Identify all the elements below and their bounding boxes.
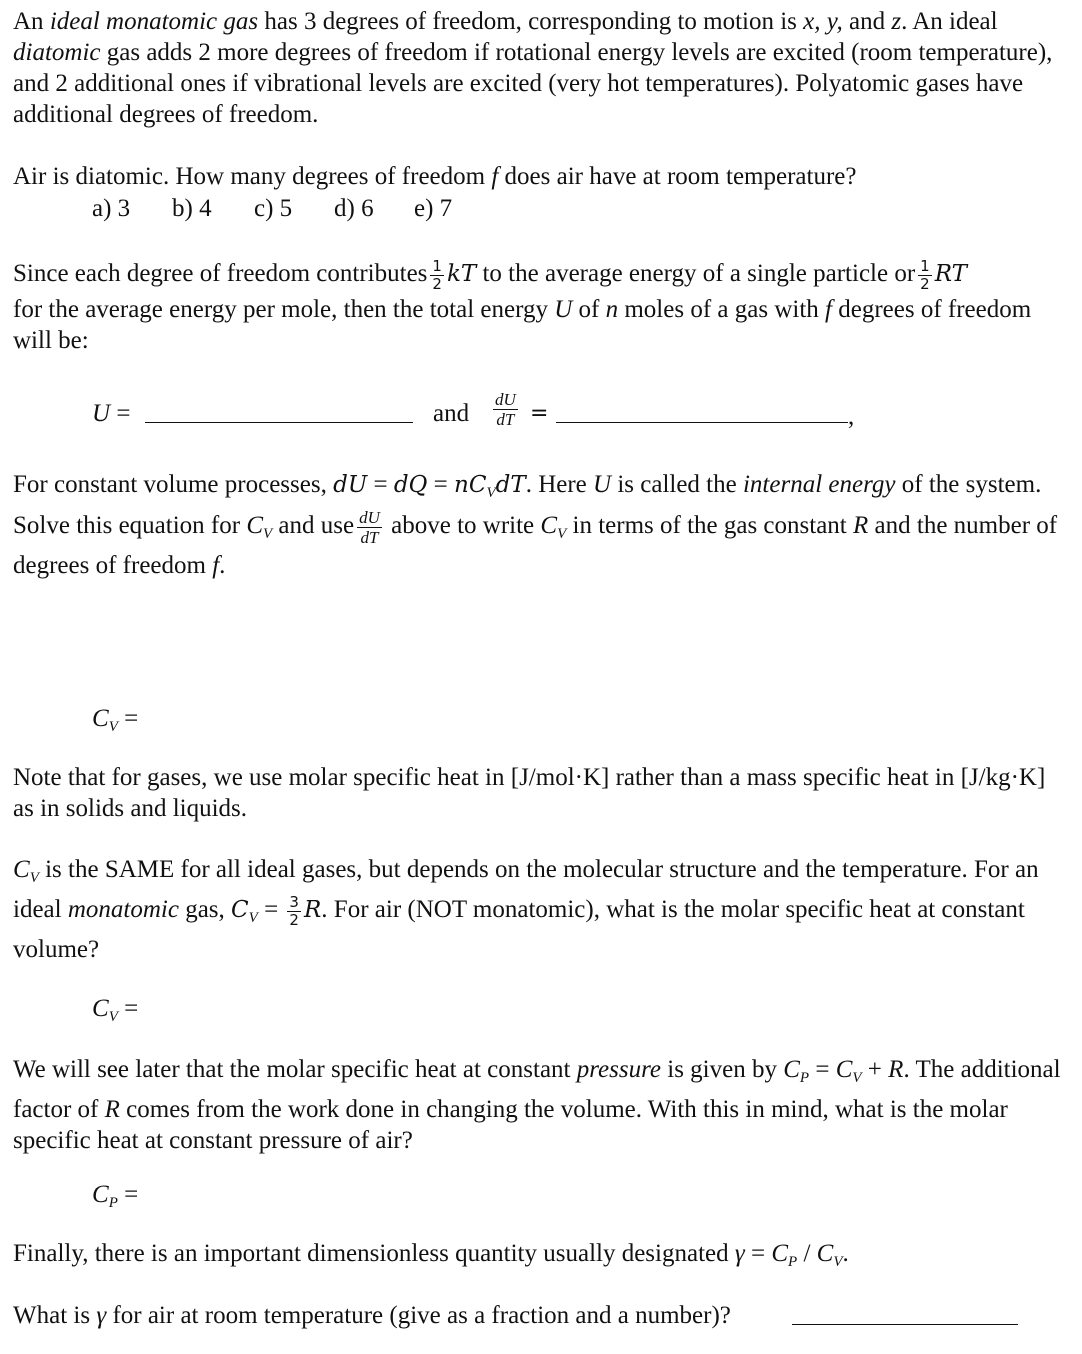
- q3-term-internal-energy: internal energy: [742, 471, 896, 498]
- q3-text: and use: [272, 512, 355, 540]
- q5-text: . The additional factor of: [13, 1056, 1061, 1123]
- energy-equation-row: [92, 398, 130, 429]
- q7-text: for air at room temperature (give as a fraction and a number)?: [106, 1302, 731, 1329]
- cp-answer-label[interactable]: [92, 1179, 138, 1219]
- q4-text: gas,: [178, 896, 232, 923]
- intro-var-xy: x, y,: [803, 8, 843, 35]
- answer-blank-U[interactable]: [145, 400, 413, 423]
- q3-text: in terms of the gas constant: [566, 512, 853, 540]
- q3-text: For constant volume processes,: [13, 471, 334, 498]
- q5-term-pressure: pressure: [576, 1056, 661, 1083]
- q3-eq: =: [367, 471, 394, 498]
- q6-var-C: C: [771, 1240, 789, 1267]
- frac-den: 2: [432, 274, 442, 293]
- gamma-definition: [13, 1238, 1065, 1278]
- q2-kT: kT: [446, 261, 477, 287]
- q5-var-R: R: [104, 1096, 120, 1123]
- question-constant-volume: [13, 469, 1073, 581]
- frac-den: 2: [289, 910, 299, 929]
- intro-term-diatomic: diatomic: [13, 39, 101, 66]
- choice-c[interactable]: c) 5: [254, 195, 293, 222]
- q2-text: for the average energy per mole, then the total energy: [13, 295, 555, 323]
- choice-e[interactable]: e) 7: [414, 195, 453, 222]
- q3-text: . Here: [525, 471, 594, 498]
- q3-text: and the number of degrees of freedom: [13, 512, 1058, 580]
- intro-text: gas adds 2 more degrees of freedom if rotational energy levels are excited (room temperature), and 2 additional ones if vibrational levels are excited (very hot temperatures). Polyatomic gases have additional degrees of freedom.: [13, 39, 1053, 128]
- q3-sub-V: V: [557, 526, 567, 543]
- q4-term-monatomic: monatomic: [67, 896, 179, 923]
- frac-num: dU: [495, 390, 516, 409]
- answer-blank-gamma[interactable]: [792, 1302, 1018, 1325]
- equals-sign: =: [110, 400, 131, 427]
- question-cp-air: [13, 1054, 1073, 1156]
- q5-var-C: C: [783, 1056, 800, 1083]
- q1-text: Air is diatomic. How many degrees of freedom: [13, 163, 492, 190]
- intro-text: has 3 degrees of freedom, corresponding to motion is: [258, 8, 804, 35]
- frac-den: dT: [360, 528, 379, 547]
- q5-var-R: R: [888, 1056, 904, 1083]
- q3-nC: nC: [454, 472, 487, 498]
- q3-var-C: C: [540, 512, 558, 540]
- fraction-one-half: [430, 256, 444, 293]
- q4-var-C: C: [13, 856, 30, 883]
- intro-text: . An ideal: [901, 8, 998, 35]
- frac-num: 3: [289, 892, 299, 911]
- intro-term-monatomic: ideal monatomic gas: [49, 8, 259, 35]
- equals-sign: =: [117, 705, 139, 732]
- q6-sub-P: P: [788, 1254, 798, 1270]
- equals-sign: =: [117, 995, 139, 1022]
- q2-RT: RT: [934, 261, 967, 287]
- q4-text: . For air (NOT monatomic), what is the molar specific heat at constant volume?: [13, 896, 1025, 963]
- equals-sign: =: [117, 1181, 139, 1208]
- q5-text: is given by: [661, 1056, 784, 1083]
- cv-C: C: [92, 995, 109, 1022]
- frac-num: 1: [432, 256, 442, 275]
- q2-text: of: [572, 295, 606, 323]
- frac-den: 2: [920, 274, 930, 293]
- gamma-symbol: γ: [96, 1302, 107, 1329]
- gamma-symbol: γ: [734, 1240, 745, 1267]
- question-cv-air: [13, 854, 1073, 965]
- cv-C: C: [92, 705, 109, 732]
- q5-var-C: C: [835, 1056, 853, 1083]
- q3-var-f: f: [212, 552, 220, 580]
- q5-sub-P: P: [799, 1070, 810, 1086]
- cv-answer-label[interactable]: [92, 703, 138, 743]
- q2-var-U: U: [554, 295, 573, 323]
- q3-eq: =: [427, 471, 455, 498]
- cv-sub: V: [108, 719, 118, 735]
- question-degrees-of-freedom: [13, 161, 1065, 192]
- q4-sub-V: V: [29, 870, 39, 886]
- note-paragraph: [13, 762, 1065, 824]
- frac-num: dU: [359, 508, 380, 527]
- q3-sub-V: V: [263, 526, 273, 543]
- q3-text: of the system. Solve this equation for: [13, 471, 1042, 540]
- q6-text: Finally, there is an important dimensionless quantity usually designated: [13, 1240, 735, 1267]
- q3-dU: dU: [333, 472, 368, 498]
- q3-var-C: C: [246, 512, 263, 540]
- intro-paragraph: [13, 6, 1065, 130]
- choice-b[interactable]: b) 4: [172, 195, 212, 222]
- q5-text: =: [809, 1056, 836, 1083]
- q3-text: .: [219, 552, 226, 580]
- q7-text: What is: [13, 1302, 97, 1329]
- intro-text: An: [13, 8, 50, 35]
- q3-dQ: dQ: [393, 472, 428, 498]
- q6-text: =: [744, 1240, 772, 1267]
- q3-var-R: R: [853, 512, 869, 540]
- cv-sub: V: [108, 1009, 118, 1025]
- intro-text: and: [842, 8, 892, 35]
- question-total-energy: [13, 258, 1073, 356]
- q5-text: +: [861, 1056, 889, 1083]
- q6-sub-V: V: [833, 1254, 843, 1270]
- q6-text: .: [842, 1240, 849, 1267]
- note-text: Note that for gases, we use molar specific heat in [J/mol·K] rather than a mass specific heat in [J/kg·K] as in solids and liquids.: [13, 764, 1046, 822]
- equals-sign: =: [530, 401, 549, 426]
- q5-text: We will see later that the molar specific heat at constant: [13, 1056, 577, 1083]
- answer-choices: [92, 193, 1082, 224]
- intro-var-z: z: [891, 8, 902, 35]
- cv-air-answer-label[interactable]: [92, 993, 138, 1033]
- q4-text: is the SAME for all ideal gases, but depends on the molecular structure and the temperature. For an ideal: [13, 856, 1039, 923]
- choice-a[interactable]: a) 3: [92, 195, 131, 222]
- comma: ,: [848, 403, 855, 430]
- q3-var-U: U: [593, 471, 612, 498]
- answer-blank-dUdT[interactable]: [556, 400, 848, 423]
- q1-text: does air have at room temperature?: [498, 163, 857, 190]
- q2-var-n: n: [605, 295, 619, 323]
- and-label: and: [433, 400, 470, 427]
- q4-eq: =: [257, 896, 285, 923]
- cp-sub: P: [108, 1195, 118, 1211]
- fraction-one-half: [918, 256, 932, 293]
- q5-text: comes from the work done in changing the volume. With this in mind, what is the molar specific heat at constant pressure of air?: [13, 1096, 1008, 1154]
- q6-text: /: [797, 1240, 817, 1267]
- q3-text: is called the: [611, 471, 743, 498]
- q3-dT: dT: [495, 472, 526, 498]
- q4-sub-V: V: [248, 910, 258, 926]
- q4-Cv: C: [231, 897, 249, 923]
- q5-sub-V: V: [852, 1070, 862, 1086]
- q1-var-f: f: [491, 163, 499, 190]
- fraction-dU-dT: [357, 509, 382, 546]
- frac-den: dT: [496, 410, 515, 429]
- q3-sub-V: V: [486, 485, 496, 501]
- cp-C: C: [92, 1181, 109, 1208]
- q2-var-f: f: [825, 295, 832, 323]
- u-label: U: [92, 400, 111, 427]
- fraction-dU-dT: [493, 391, 518, 428]
- q4-R: R: [303, 897, 322, 923]
- frac-num: 1: [920, 256, 930, 275]
- q2-text: to the average energy of a single particle or: [476, 260, 916, 287]
- fraction-three-halves: [287, 892, 301, 929]
- q2-text: degrees of freedom will be:: [13, 295, 1032, 354]
- q2-text: moles of a gas with: [618, 295, 826, 323]
- q2-text: Since each degree of freedom contributes: [13, 260, 428, 287]
- choice-d[interactable]: d) 6: [334, 195, 374, 222]
- q6-var-C: C: [816, 1240, 834, 1267]
- q3-text: above to write: [384, 512, 541, 540]
